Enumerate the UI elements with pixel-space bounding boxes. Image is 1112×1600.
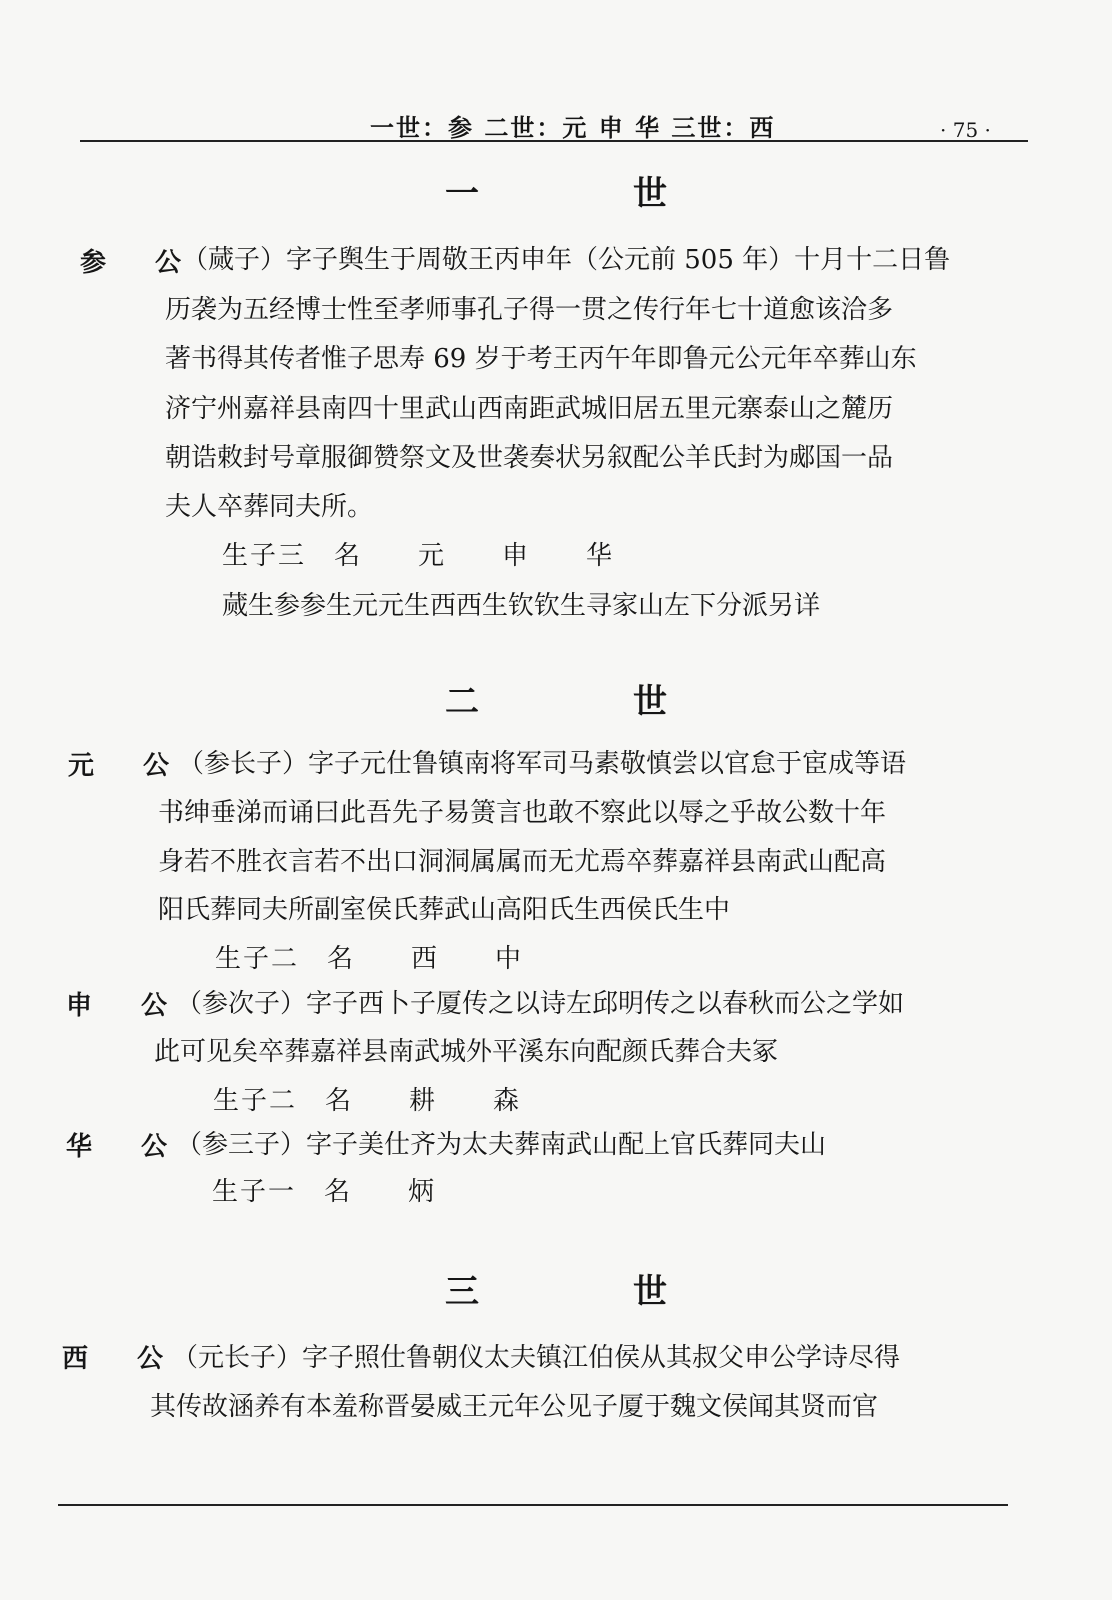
running-header: 一世：参 二世：元 申 华 三世：西 [370, 114, 776, 142]
entry-text-line: （参三子）字子美仕齐为太夫葬南武山配上官氏葬同夫山 [176, 1130, 827, 1160]
entry-name-hua: 华 公 [66, 1132, 188, 1162]
section-title-gen1: 一 世 [445, 174, 727, 214]
entry-text-line: （参次子）字子西卜子厦传之以诗左邱明传之以春秋而公之学如 [176, 989, 905, 1019]
section-title-gen3: 三 世 [445, 1272, 727, 1312]
entry-name-can: 参 公 [80, 248, 202, 278]
entry-text-line: （蒇子）字子舆生于周敬王丙申年（公元前 505 年）十月十二日鲁 [182, 245, 951, 275]
entry-text-line: 书绅垂涕而诵曰此吾先子易箦言也敢不察此以辱之乎故公数十年 [158, 798, 887, 828]
entry-text-line: 朝诰敕封号章服御赞祭文及世袭奏状另叙配公羊氏封为郕国一品 [165, 443, 894, 473]
entry-text-line: 身若不胜衣言若不出口洞洞属属而无尤焉卒葬嘉祥县南武山配高 [158, 847, 887, 877]
sons-line: 生子二 名 西 中 [215, 944, 524, 974]
entry-text-line: 其传故涵养有本羞称晋晏威王元年公见子厦于魏文侯闻其贤而官 [150, 1392, 879, 1422]
entry-text-line: 阳氏葬同夫所副室侯氏葬武山高阳氏生西侯氏生中 [158, 895, 731, 925]
footer-rule [58, 1504, 1008, 1506]
header-rule [80, 140, 1028, 142]
sons-line: 生子三 名 元 申 华 [222, 541, 615, 571]
page-number: · 75 · [940, 118, 991, 142]
entry-text-line: （参长子）字子元仕鲁镇南将军司马素敬慎尝以官怠于宦成等语 [178, 749, 907, 779]
sons-line: 生子二 名 耕 森 [213, 1086, 522, 1116]
entry-text-line: 此可见矣卒葬嘉祥县南武城外平溪东向配颜氏葬合夫冢 [154, 1037, 779, 1067]
entry-name-xi: 西 公 [62, 1344, 184, 1374]
entry-text-line: 济宁州嘉祥县南四十里武山西南距武城旧居五里元寨泰山之麓历 [165, 394, 894, 424]
lineage-line: 蒇生参参生元元生西西生钦钦生寻家山左下分派另详 [222, 591, 821, 621]
sons-line: 生子一 名 炳 [212, 1177, 437, 1207]
entry-text-line: （元长子）字子照仕鲁朝仪太夫镇江伯侯从其叔父申公学诗尽得 [172, 1343, 901, 1373]
section-title-gen2: 二 世 [445, 682, 727, 722]
entry-name-yuan: 元 公 [68, 751, 190, 781]
entry-text-line: 著书得其传者惟子思寿 69 岁于考王丙午年即鲁元公元年卒葬山东 [165, 344, 917, 374]
entry-name-shen: 申 公 [66, 991, 188, 1021]
entry-text-line: 历袭为五经博士性至孝师事孔子得一贯之传行年七十道愈该洽多 [165, 295, 894, 325]
entry-text-line: 夫人卒葬同夫所。 [165, 492, 374, 522]
